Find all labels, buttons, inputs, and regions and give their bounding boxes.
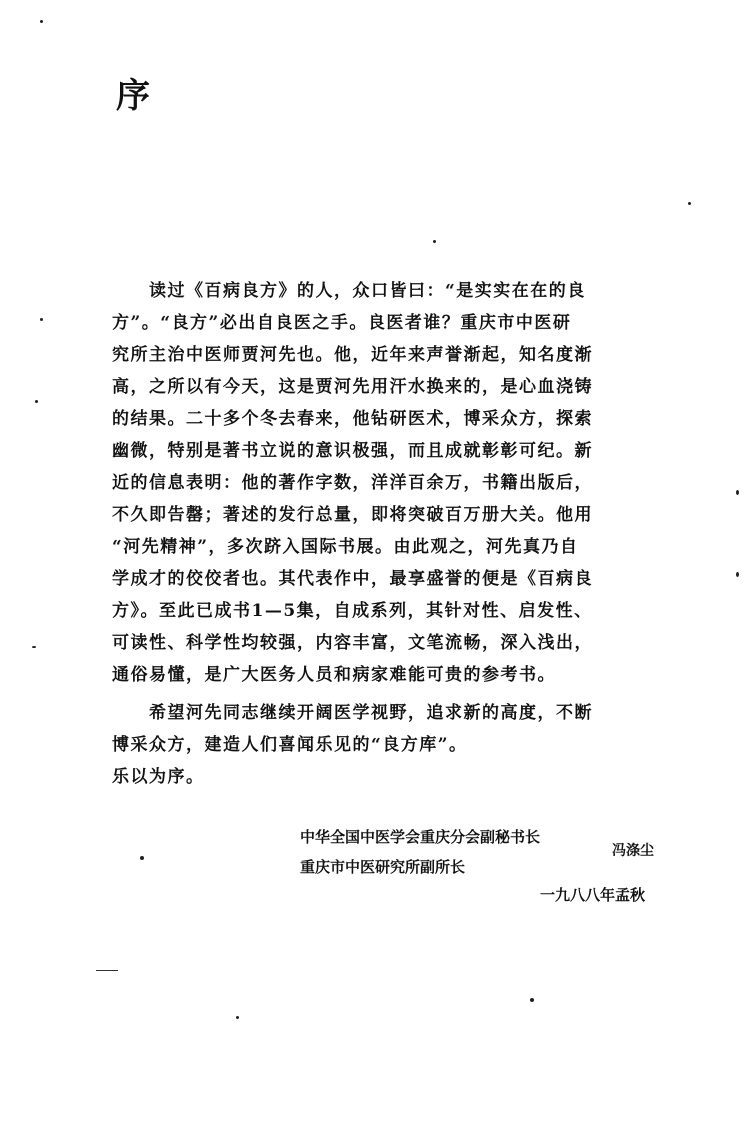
scan-speck: [236, 1016, 239, 1019]
scan-speck: [40, 318, 43, 321]
body-line: 究所主治中医师贾河先也。他，近年来声誉渐起，知名度渐: [112, 345, 593, 365]
scan-speck: [35, 400, 38, 403]
signature-date: 一九八八年孟秋: [540, 886, 646, 904]
scan-speck: [140, 856, 144, 860]
body-line: 乐以为序。: [112, 767, 205, 787]
body-line: 近的信息表明：他的著作字数，洋洋百余万，书籍出版后，: [112, 473, 593, 493]
body-line: “河先精神”，多次跻入国际书展。由此观之，河先真乃自: [112, 537, 579, 557]
body-line: 幽微，特别是著书立说的意识极强，而且成就彰彰可纪。新: [112, 441, 593, 461]
body-line: 不久即告罄；著述的发行总量，即将突破百万册大关。他用: [112, 505, 593, 525]
body-line: 希望河先同志继续开阔医学视野，追求新的高度，不断: [112, 703, 593, 723]
body-line: 高，之所以有今天，这是贾河先用汗水换来的，是心血浇铸: [112, 377, 593, 397]
signature-title: 中华全国中医学会重庆分会副秘书长: [300, 828, 541, 846]
signature-titles: [300, 822, 540, 882]
scan-speck: [32, 646, 36, 648]
page-title: 序: [116, 76, 150, 116]
scan-speck: [433, 240, 436, 243]
body-line: 方》。至此已成书1—5集，自成系列，其针对性、启发性、: [112, 601, 593, 621]
body-line: 方”。“良方”必出自良医之手。良医者谁？重庆市中医研: [112, 313, 572, 333]
scan-speck: [736, 490, 739, 495]
signature-name: 冯涤尘: [612, 843, 654, 859]
body-line: 学成才的佼佼者也。其代表作中，最享盛誉的便是《百病良: [112, 569, 593, 589]
scan-mark: [96, 970, 118, 971]
body-line: 读过《百病良方》的人，众口皆曰：“是实实在在的良: [112, 281, 586, 301]
scan-speck: [530, 998, 534, 1002]
body-line: 通俗易懂，是广大医务人员和病家难能可贵的参考书。: [112, 665, 556, 685]
scan-speck: [736, 572, 739, 577]
scan-speck: [40, 20, 43, 23]
signature-title: 重庆市中医研究所副所长: [300, 858, 466, 876]
body-line: 可读性、科学性均较强，内容丰富，文笔流畅，深入浅出，: [112, 633, 593, 653]
body-line: 博采众方，建造人们喜闻乐见的“良方库”。: [112, 735, 468, 755]
body-line: 的结果。二十多个冬去春来，他钻研医术，博采众方，探索: [112, 409, 593, 429]
scan-speck: [688, 202, 691, 205]
